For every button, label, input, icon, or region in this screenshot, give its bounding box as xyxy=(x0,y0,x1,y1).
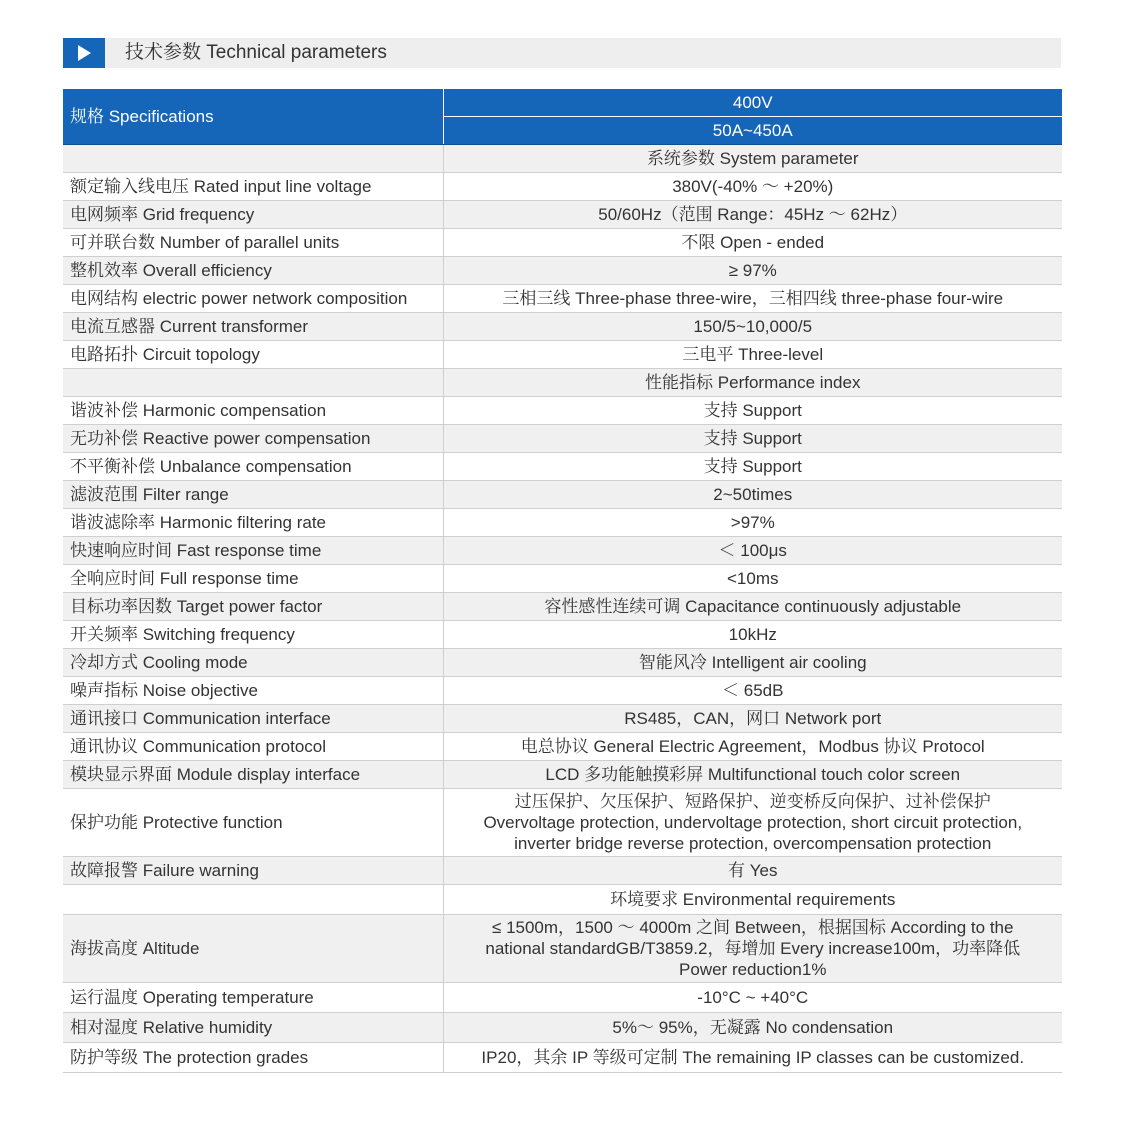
row-value: 2~50times xyxy=(443,481,1062,509)
table-row xyxy=(63,257,1062,285)
row-value-multiline xyxy=(443,915,1062,983)
row-label: 电流互感器 Current transformer xyxy=(63,313,443,341)
row-value: 电总协议 General Electric Agreement，Modbus 协议 Protocol xyxy=(443,733,1062,761)
row-label: 整机效率 Overall efficiency xyxy=(63,257,443,285)
row-label: 噪声指标 Noise objective xyxy=(63,677,443,705)
row-label: 开关频率 Switching frequency xyxy=(63,621,443,649)
table-row xyxy=(63,565,1062,593)
current-range-value: 50A~450A xyxy=(443,117,1062,145)
row-label: 模块显示界面 Module display interface xyxy=(63,761,443,789)
row-label: 保护功能 Protective function xyxy=(63,789,443,857)
row-value: 10kHz xyxy=(443,621,1062,649)
value-line: national standardGB/T3859.2，每增加 Every increase100m，功率降低 xyxy=(485,939,1021,958)
row-value: LCD 多功能触摸彩屏 Multifunctional touch color screen xyxy=(443,761,1062,789)
row-value: 三相三线 Three-phase three-wire，三相四线 three-phase four-wire xyxy=(443,285,1062,313)
row-label: 海拔高度 Altitude xyxy=(63,915,443,983)
row-label: 故障报警 Failure warning xyxy=(63,857,443,885)
table-row-protective xyxy=(63,789,1062,857)
table-row xyxy=(63,341,1062,369)
row-value: 50/60Hz（范围 Range：45Hz ～ 62Hz） xyxy=(443,201,1062,229)
row-label: 通讯接口 Communication interface xyxy=(63,705,443,733)
row-value: <10ms xyxy=(443,565,1062,593)
table-row xyxy=(63,621,1062,649)
section-row-performance xyxy=(63,369,1062,397)
row-label: 防护等级 The protection grades xyxy=(63,1043,443,1073)
row-label: 电网结构 electric power network composition xyxy=(63,285,443,313)
table-row xyxy=(63,537,1062,565)
spec-label: 规格 Specifications xyxy=(63,89,443,145)
table-row xyxy=(63,201,1062,229)
section-row-system xyxy=(63,145,1062,173)
table-row xyxy=(63,677,1062,705)
play-triangle-icon xyxy=(63,38,105,68)
header-row-voltage xyxy=(63,89,1062,117)
row-label: 运行温度 Operating temperature xyxy=(63,983,443,1013)
page-title: 技术参数 Technical parameters xyxy=(125,42,387,63)
row-value: ＜ 65dB xyxy=(443,677,1062,705)
table-row xyxy=(63,313,1062,341)
table-row xyxy=(63,761,1062,789)
row-value-multiline xyxy=(443,789,1062,857)
row-value: 380V(-40% ～ +20%) xyxy=(443,173,1062,201)
table-row xyxy=(63,705,1062,733)
row-label: 相对湿度 Relative humidity xyxy=(63,1013,443,1043)
section-title-bar xyxy=(63,38,1061,68)
table-row xyxy=(63,481,1062,509)
row-value: >97% xyxy=(443,509,1062,537)
row-label: 电网频率 Grid frequency xyxy=(63,201,443,229)
row-label: 不平衡补偿 Unbalance compensation xyxy=(63,453,443,481)
row-value: 支持 Support xyxy=(443,425,1062,453)
row-label: 滤波范围 Filter range xyxy=(63,481,443,509)
row-value: 容性感性连续可调 Capacitance continuously adjustable xyxy=(443,593,1062,621)
table-row xyxy=(63,173,1062,201)
table-row xyxy=(63,983,1062,1013)
table-row xyxy=(63,857,1062,885)
table-row xyxy=(63,425,1062,453)
row-value: 智能风冷 Intelligent air cooling xyxy=(443,649,1062,677)
table-row xyxy=(63,285,1062,313)
row-value: 支持 Support xyxy=(443,453,1062,481)
row-label: 谐波补偿 Harmonic compensation xyxy=(63,397,443,425)
table-row-altitude xyxy=(63,915,1062,983)
voltage-value: 400V xyxy=(443,89,1062,117)
section-row-environment xyxy=(63,885,1062,915)
row-label: 谐波滤除率 Harmonic filtering rate xyxy=(63,509,443,537)
row-value: 有 Yes xyxy=(443,857,1062,885)
value-line: inverter bridge reverse protection, overcompensation protection xyxy=(514,834,992,853)
table-row xyxy=(63,1013,1062,1043)
row-value: ≥ 97% xyxy=(443,257,1062,285)
row-label: 快速响应时间 Fast response time xyxy=(63,537,443,565)
row-value: 5%～ 95%，无凝露 No condensation xyxy=(443,1013,1062,1043)
row-label: 目标功率因数 Target power factor xyxy=(63,593,443,621)
row-value: -10°C ~ +40°C xyxy=(443,983,1062,1013)
row-label: 电路拓扑 Circuit topology xyxy=(63,341,443,369)
row-label: 无功补偿 Reactive power compensation xyxy=(63,425,443,453)
row-value: 150/5~10,000/5 xyxy=(443,313,1062,341)
table-row xyxy=(63,229,1062,257)
value-line: Overvoltage protection, undervoltage protection, short circuit protection, xyxy=(483,813,1023,832)
table-row xyxy=(63,1043,1062,1073)
row-label: 全响应时间 Full response time xyxy=(63,565,443,593)
table-row xyxy=(63,593,1062,621)
value-line: ≤ 1500m，1500 ～ 4000m 之间 Between，根据国标 According to the xyxy=(492,918,1014,937)
row-label: 额定输入线电压 Rated input line voltage xyxy=(63,173,443,201)
value-line: Power reduction1% xyxy=(679,960,827,979)
table-row xyxy=(63,397,1062,425)
table-row xyxy=(63,509,1062,537)
section-title-performance: 性能指标 Performance index xyxy=(443,369,1062,397)
value-line: 过压保护、欠压保护、短路保护、逆变桥反向保护、过补偿保护 xyxy=(514,792,991,811)
row-label: 可并联台数 Number of parallel units xyxy=(63,229,443,257)
table-row xyxy=(63,453,1062,481)
row-value: 三电平 Three-level xyxy=(443,341,1062,369)
section-title-environment: 环境要求 Environmental requirements xyxy=(443,885,1062,915)
table-row xyxy=(63,733,1062,761)
technical-parameters-table xyxy=(63,89,1062,1073)
row-value: 不限 Open - ended xyxy=(443,229,1062,257)
row-value: ＜ 100μs xyxy=(443,537,1062,565)
table-row xyxy=(63,649,1062,677)
row-label: 冷却方式 Cooling mode xyxy=(63,649,443,677)
row-value: IP20，其余 IP 等级可定制 The remaining IP classes can be customized. xyxy=(443,1043,1062,1073)
row-value: RS485，CAN，网口 Network port xyxy=(443,705,1062,733)
row-value: 支持 Support xyxy=(443,397,1062,425)
section-title-system: 系统参数 System parameter xyxy=(443,145,1062,173)
row-label: 通讯协议 Communication protocol xyxy=(63,733,443,761)
